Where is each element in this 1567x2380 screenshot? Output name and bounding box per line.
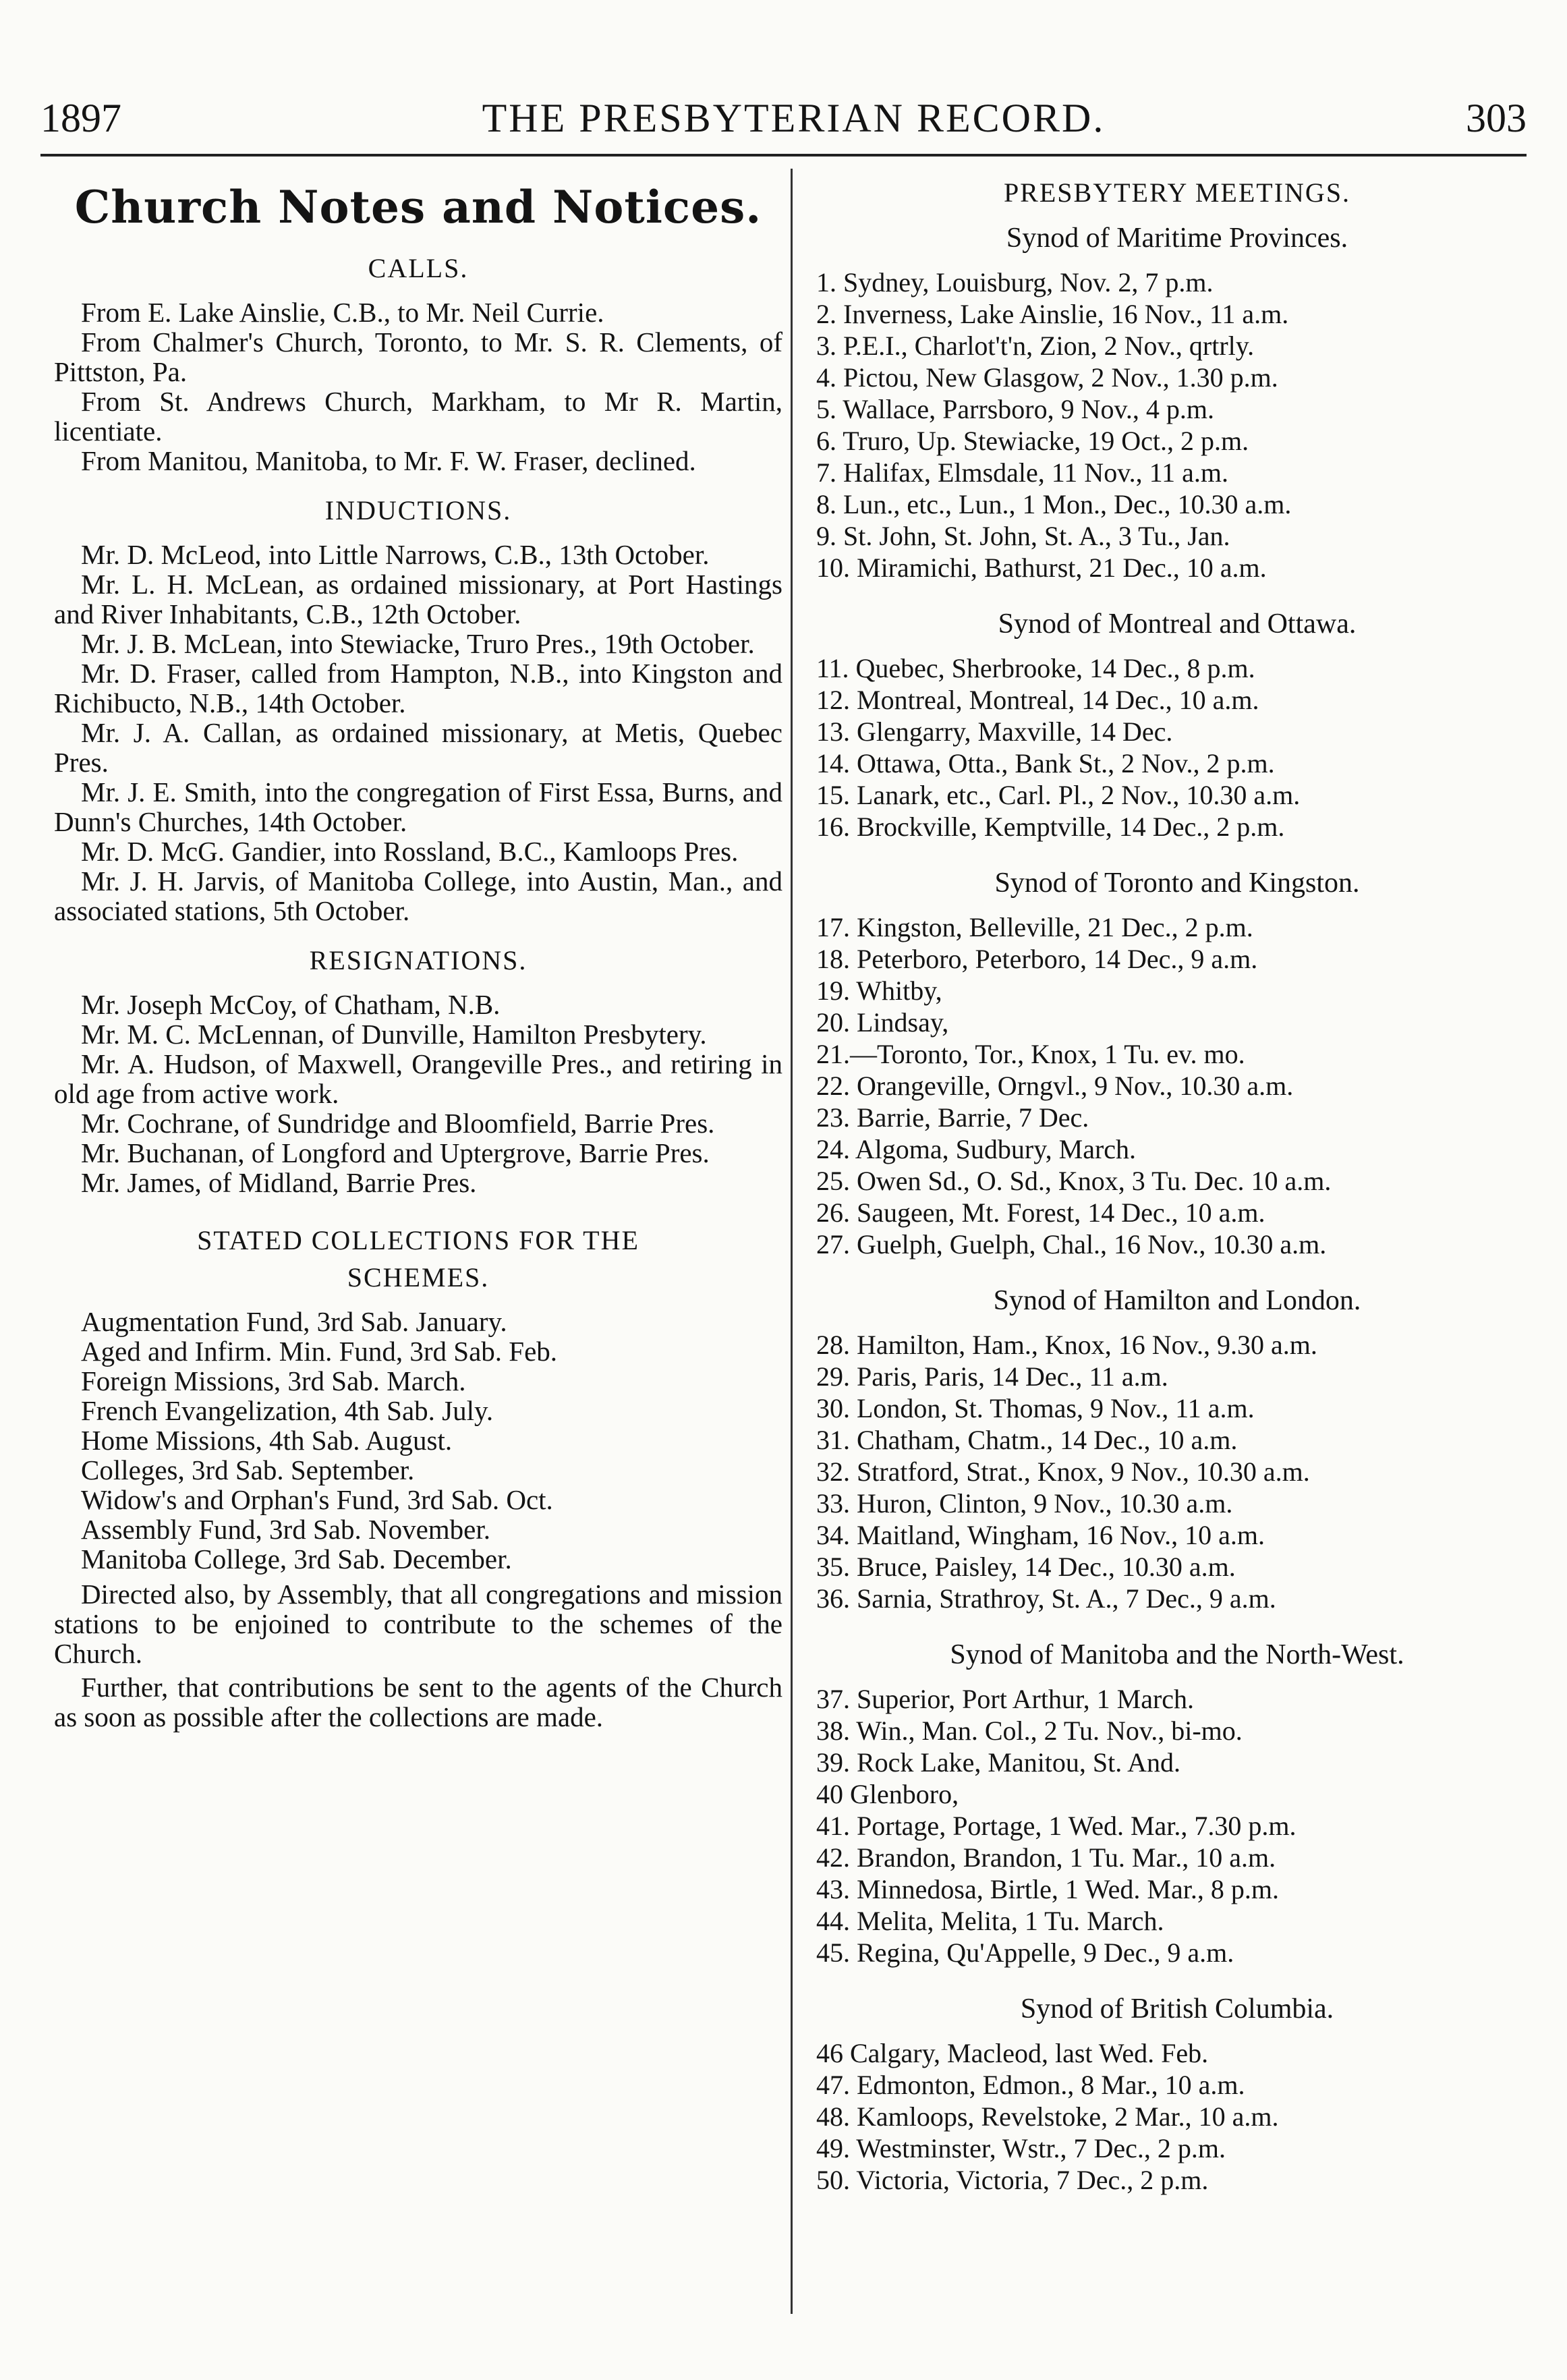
resignation-item: Mr. Cochrane, of Sundridge and Bloomfield, Barrie Pres. <box>81 1108 715 1139</box>
induction-item: Mr. D. McLeod, into Little Narrows, C.B., 13th October. <box>81 539 710 570</box>
induction-item: Mr. L. H. McLean, as ordained missionary, at Port Hastings and River Inhabitants, C.B., 12th October. <box>54 569 782 629</box>
meeting-item: 2. Inverness, Lake Ainslie, 16 Nov., 11 a.m. <box>816 299 1289 329</box>
meeting-item: 47. Edmonton, Edmon., 8 Mar., 10 a.m. <box>816 2070 1245 2100</box>
meeting-item: 9. St. John, St. John, St. A., 3 Tu., Jan. <box>816 521 1230 551</box>
meeting-item: 30. London, St. Thomas, 9 Nov., 11 a.m. <box>816 1393 1255 1423</box>
running-header <box>40 88 1527 148</box>
meeting-item: 34. Maitland, Wingham, 16 Nov., 10 a.m. <box>816 1520 1265 1550</box>
meeting-item: 3. P.E.I., Charlot't'n, Zion, 2 Nov., qrtrly. <box>816 331 1255 361</box>
induction-item: Mr. J. B. McLean, into Stewiacke, Truro Pres., 19th October. <box>81 628 755 659</box>
calls-heading: CALLS. <box>368 253 469 283</box>
meeting-item: 13. Glengarry, Maxville, 14 Dec. <box>816 716 1173 747</box>
meeting-item: 21.—Toronto, Tor., Knox, 1 Tu. ev. mo. <box>816 1039 1245 1069</box>
meeting-item: 14. Ottawa, Otta., Bank St., 2 Nov., 2 p.m. <box>816 748 1275 778</box>
meeting-item: 11. Quebec, Sherbrooke, 14 Dec., 8 p.m. <box>816 653 1255 683</box>
meeting-item: 29. Paris, Paris, 14 Dec., 11 a.m. <box>816 1361 1168 1392</box>
resignations-heading: RESIGNATIONS. <box>309 945 528 975</box>
resignation-item: Mr. James, of Midland, Barrie Pres. <box>81 1167 477 1198</box>
meeting-item: 46 Calgary, Macleod, last Wed. Feb. <box>816 2038 1209 2068</box>
collection-item: Widow's and Orphan's Fund, 3rd Sab. Oct. <box>81 1484 553 1515</box>
synod-heading: Synod of British Columbia. <box>1020 1993 1334 2024</box>
collections-heading: STATED COLLECTIONS FOR THE <box>197 1225 639 1255</box>
induction-item: Mr. D. McG. Gandier, into Rossland, B.C., Kamloops Pres. <box>81 836 739 867</box>
meeting-item: 6. Truro, Up. Stewiacke, 19 Oct., 2 p.m. <box>816 426 1249 456</box>
call-item: From Manitou, Manitoba, to Mr. F. W. Fraser, declined. <box>81 445 696 476</box>
meeting-item: 22. Orangeville, Orngvl., 9 Nov., 10.30 a.m. <box>816 1071 1294 1101</box>
collection-item: Home Missions, 4th Sab. August. <box>81 1425 453 1456</box>
header-page-number: 303 <box>1466 95 1527 140</box>
meeting-item: 37. Superior, Port Arthur, 1 March. <box>816 1684 1195 1714</box>
synod-heading: Synod of Hamilton and London. <box>993 1285 1361 1316</box>
presbytery-heading: PRESBYTERY MEETINGS. <box>1003 177 1351 208</box>
meeting-item: 40 Glenboro, <box>816 1779 959 1809</box>
call-item: From St. Andrews Church, Markham, to Mr R. Martin, licentiate. <box>54 386 782 447</box>
collection-item: Foreign Missions, 3rd Sab. March. <box>81 1365 466 1396</box>
meeting-item: 45. Regina, Qu'Appelle, 9 Dec., 9 a.m. <box>816 1937 1234 1968</box>
header-rule <box>40 154 1527 157</box>
section-title: Church Notes and Notices. <box>74 181 762 233</box>
header-year: 1897 <box>40 95 121 140</box>
meeting-item: 26. Saugeen, Mt. Forest, 14 Dec., 10 a.m. <box>816 1197 1265 1228</box>
meeting-item: 38. Win., Man. Col., 2 Tu. Nov., bi-mo. <box>816 1716 1243 1746</box>
meeting-item: 15. Lanark, etc., Carl. Pl., 2 Nov., 10.30 a.m. <box>816 780 1301 810</box>
synod-heading: Synod of Toronto and Kingston. <box>994 868 1360 899</box>
collection-item: Aged and Infirm. Min. Fund, 3rd Sab. Feb. <box>81 1336 558 1367</box>
meeting-item: 19. Whitby, <box>816 975 942 1006</box>
call-item: From Chalmer's Church, Toronto, to Mr. S. R. Clements, of Pittston, Pa. <box>54 327 782 387</box>
header-title: THE PRESBYTERIAN RECORD. <box>482 95 1106 140</box>
synod-heading: Synod of Manitoba and the North-West. <box>950 1639 1404 1670</box>
right-column <box>816 167 1538 2196</box>
left-column <box>54 167 782 1732</box>
meeting-item: 4. Pictou, New Glasgow, 2 Nov., 1.30 p.m. <box>816 362 1278 393</box>
resignation-item: Mr. M. C. McLennan, of Dunville, Hamilton Presbytery. <box>81 1019 707 1050</box>
resignation-item: Mr. Buchanan, of Longford and Uptergrove, Barrie Pres. <box>81 1137 710 1168</box>
meeting-item: 25. Owen Sd., O. Sd., Knox, 3 Tu. Dec. 10 a.m. <box>816 1166 1332 1196</box>
meeting-item: 10. Miramichi, Bathurst, 21 Dec., 10 a.m. <box>816 552 1267 583</box>
collection-item: Assembly Fund, 3rd Sab. November. <box>81 1514 490 1545</box>
meeting-item: 50. Victoria, Victoria, 7 Dec., 2 p.m. <box>816 2165 1209 2195</box>
synod-heading: Synod of Montreal and Ottawa. <box>998 608 1357 640</box>
meeting-item: 20. Lindsay, <box>816 1007 949 1038</box>
meeting-item: 42. Brandon, Brandon, 1 Tu. Mar., 10 a.m. <box>816 1842 1276 1873</box>
resignation-item: Mr. Joseph McCoy, of Chatham, N.B. <box>81 989 501 1020</box>
induction-item: Mr. J. E. Smith, into the congregation of First Essa, Burns, and Dunn's Churches, 14th October. <box>54 776 782 837</box>
meeting-item: 18. Peterboro, Peterboro, 14 Dec., 9 a.m. <box>816 944 1258 974</box>
synod-heading: Synod of Maritime Provinces. <box>1006 223 1348 254</box>
induction-item: Mr. J. H. Jarvis, of Manitoba College, into Austin, Man., and associated stations, 5th October. <box>54 866 782 926</box>
meeting-item: 49. Westminster, Wstr., 7 Dec., 2 p.m. <box>816 2133 1226 2163</box>
meeting-item: 43. Minnedosa, Birtle, 1 Wed. Mar., 8 p.m. <box>816 1874 1279 1904</box>
induction-item: Mr. D. Fraser, called from Hampton, N.B., into Kingston and Richibucto, N.B., 14th October. <box>54 658 782 718</box>
meeting-item: 33. Huron, Clinton, 9 Nov., 10.30 a.m. <box>816 1488 1233 1519</box>
meeting-item: 17. Kingston, Belleville, 21 Dec., 2 p.m. <box>816 912 1253 942</box>
meeting-item: 44. Melita, Melita, 1 Tu. March. <box>816 1906 1164 1936</box>
meeting-item: 31. Chatham, Chatm., 14 Dec., 10 a.m. <box>816 1425 1238 1455</box>
meeting-item: 16. Brockville, Kemptville, 14 Dec., 2 p.m. <box>816 812 1285 842</box>
meeting-item: 24. Algoma, Sudbury, March. <box>816 1134 1137 1164</box>
further-paragraph: Further, that contributions be sent to the agents of the Church as soon as possible after the collections are made. <box>54 1672 782 1732</box>
meeting-item: 23. Barrie, Barrie, 7 Dec. <box>816 1102 1089 1133</box>
collection-item: Manitoba College, 3rd Sab. December. <box>81 1543 512 1575</box>
meeting-item: 36. Sarnia, Strathroy, St. A., 7 Dec., 9 a.m. <box>816 1583 1276 1614</box>
meeting-item: 32. Stratford, Strat., Knox, 9 Nov., 10.30 a.m. <box>816 1456 1310 1487</box>
meeting-item: 8. Lun., etc., Lun., 1 Mon., Dec., 10.30 a.m. <box>816 489 1292 519</box>
meeting-item: 41. Portage, Portage, 1 Wed. Mar., 7.30 p.m. <box>816 1811 1297 1841</box>
meeting-item: 7. Halifax, Elmsdale, 11 Nov., 11 a.m. <box>816 457 1228 488</box>
collection-item: Colleges, 3rd Sab. September. <box>81 1454 415 1485</box>
meeting-item: 28. Hamilton, Ham., Knox, 16 Nov., 9.30 a.m. <box>816 1330 1317 1360</box>
meeting-item: 1. Sydney, Louisburg, Nov. 2, 7 p.m. <box>816 267 1214 298</box>
meeting-item: 12. Montreal, Montreal, 14 Dec., 10 a.m. <box>816 685 1259 715</box>
collection-item: French Evangelization, 4th Sab. July. <box>81 1395 494 1426</box>
column-divider <box>791 169 793 2314</box>
meeting-item: 39. Rock Lake, Manitou, St. And. <box>816 1747 1180 1778</box>
call-item: From E. Lake Ainslie, C.B., to Mr. Neil Currie. <box>81 297 604 328</box>
meeting-item: 27. Guelph, Guelph, Chal., 16 Nov., 10.30 a.m. <box>816 1229 1327 1259</box>
resignation-item: Mr. A. Hudson, of Maxwell, Orangeville Pres., and retiring in old age from active work. <box>54 1048 782 1109</box>
collection-item: Augmentation Fund, 3rd Sab. January. <box>81 1306 507 1337</box>
meeting-item: 5. Wallace, Parrsboro, 9 Nov., 4 p.m. <box>816 394 1214 424</box>
meeting-item: 48. Kamloops, Revelstoke, 2 Mar., 10 a.m. <box>816 2101 1279 2132</box>
meeting-item: 35. Bruce, Paisley, 14 Dec., 10.30 a.m. <box>816 1552 1236 1582</box>
inductions-heading: INDUCTIONS. <box>324 495 512 526</box>
collections-heading-2: SCHEMES. <box>347 1262 490 1293</box>
directed-paragraph: Directed also, by Assembly, that all congregations and mission stations to be enjoined to contribute to the schemes of the Church. <box>54 1579 782 1669</box>
induction-item: Mr. J. A. Callan, as ordained missionary, at Metis, Quebec Pres. <box>54 717 782 778</box>
